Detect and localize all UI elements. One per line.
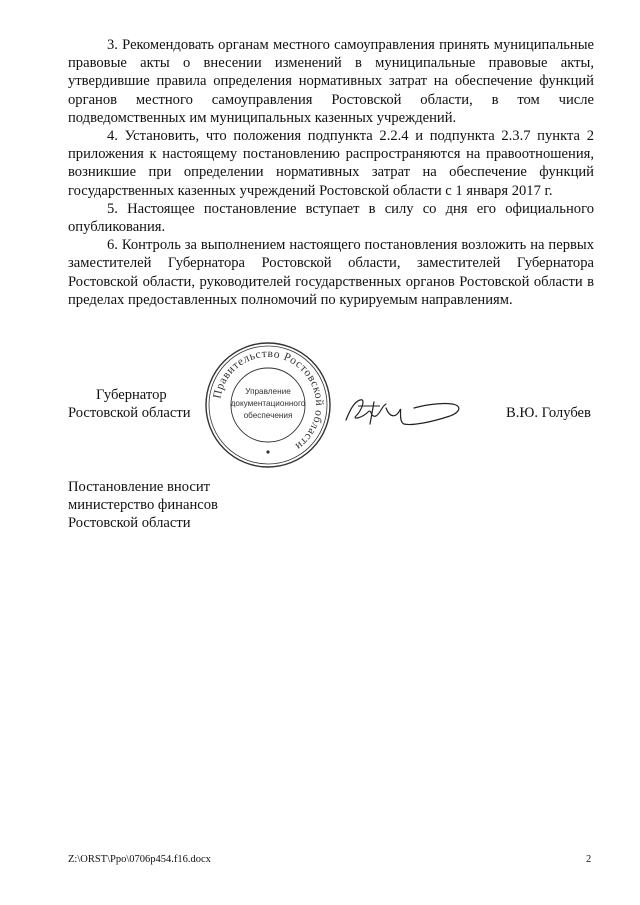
paragraph-3: 3. Рекомендовать органам местного самоуправления принять муниципальные правовые акты о внесении изменений в муниципальные правовые акты, утвердившие правила определения нормативных затрат на обеспечение функций органов местного самоуправления Ростовской области, в том числе подведомственных им муниципальных казенных учреждений. xyxy=(68,37,594,126)
paragraph-5: 5. Настоящее постановление вступает в силу со дня его официального опубликования. xyxy=(68,200,594,236)
signatory-name: В.Ю. Голубев xyxy=(506,405,591,421)
page-number: 2 xyxy=(586,854,592,865)
paragraph-4: 4. Установить, что положения подпункта 2.2.4 и подпункта 2.3.7 пункта 2 приложения к настоящему постановлению распространяются на правоотношения, возникшие при определении нормативных затрат на обеспечение функций государственных казенных учреждений Ростовской области с 1 января 2017 г. xyxy=(68,128,594,199)
submitter-line-1: Постановление вносит xyxy=(68,479,211,495)
seal-center-line-3: обеспечения xyxy=(243,411,293,420)
seal-ring-text: Правительство Ростовской области xyxy=(211,347,326,453)
official-seal-icon xyxy=(203,340,333,470)
submitter-block xyxy=(68,478,218,533)
seal-center-line-2: документационного xyxy=(230,399,306,408)
signatory-title xyxy=(68,386,191,422)
submitter-line-3: Ростовской области xyxy=(68,515,191,532)
handwritten-signature-icon xyxy=(340,392,468,432)
paragraph-6: 6. Контроль за выполнением настоящего постановления возложить на первых заместителей Губернатора Ростовской области, заместителей Губернатора Ростовской области, руководителей государственных органов Ростовской области в пределах предоставленных полномочий по курируемым направлениям. xyxy=(68,237,594,308)
signatory-title-line-2: Ростовской области xyxy=(68,405,191,422)
seal-center-line-1: Управление xyxy=(245,387,291,396)
submitter-line-2: министерство финансов xyxy=(68,497,218,514)
signatory-title-line-1: Губернатор xyxy=(96,387,167,403)
footer-file-path: Z:\ORST\Ppo\0706p454.f16.docx xyxy=(68,854,211,865)
resolution-body xyxy=(68,36,594,309)
